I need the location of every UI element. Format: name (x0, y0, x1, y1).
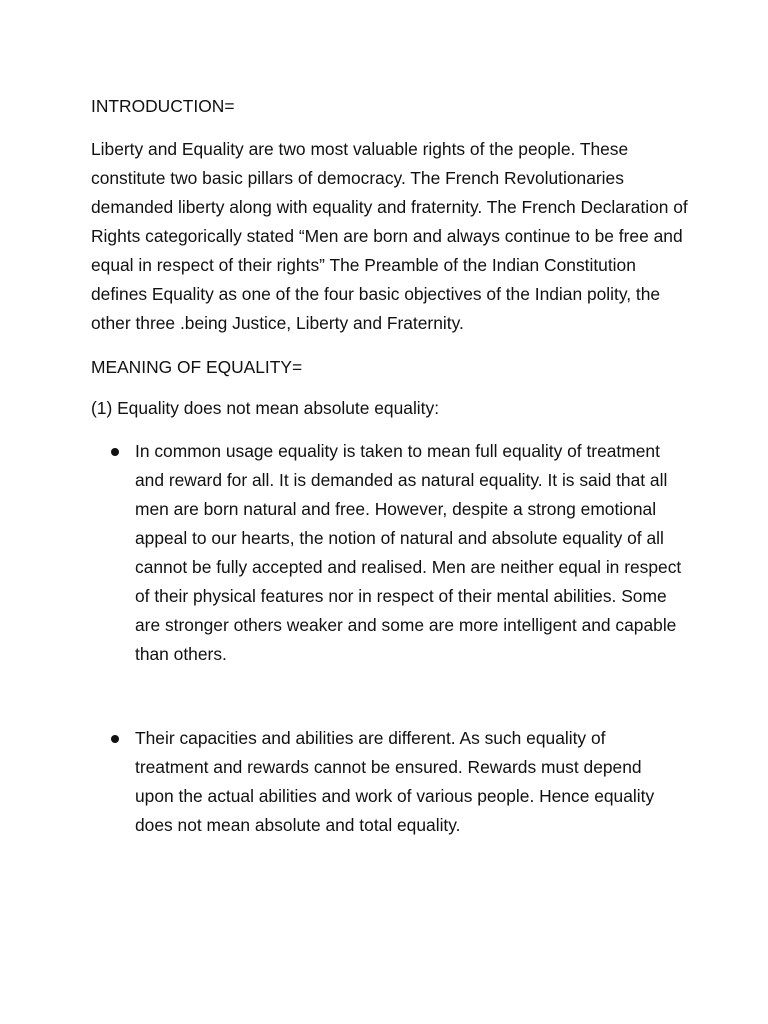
bullet-text: In common usage equality is taken to mean full equality of treatment and reward for all. It is demanded as natural equality. It is said that all men are born natural and free. However, despite a strong emotional appeal to our hearts, the notion of natural and absolute equality of all cannot be fully accepted and realised. Men are neither equal in respect of their physical features nor in respect of their mental abilities. Some are stronger others weaker and some are more intelligent and capable than others. (135, 441, 682, 664)
meaning-heading: MEANING OF EQUALITY= (91, 357, 303, 377)
list-item (91, 724, 683, 840)
bullet-text: Their capacities and abilities are different. As such equality of treatment and rewards cannot be ensured. Rewards must depend upon the actual abilities and work of various people. Hence equality does not mean absolute and total equality. (135, 728, 655, 835)
bullet-icon (111, 448, 119, 456)
intro-heading: INTRODUCTION= (91, 96, 235, 116)
list-item (91, 437, 683, 669)
intro-paragraph: Liberty and Equality are two most valuable rights of the people. These constitute two basic pillars of democracy. The French Revolutionaries demanded liberty along with equality and fraternity. The French Declaration of Rights categorically stated “Men are born and always continue to be free and equal in respect of their rights” The Preamble of the Indian Constitution defines Equality as one of the four basic objectives of the Indian polity, the other three .being Justice, Liberty and Fraternity. (91, 139, 688, 333)
point-heading: (1) Equality does not mean absolute equality: (91, 398, 440, 418)
bullet-list (91, 437, 691, 840)
document-body (91, 94, 691, 840)
bullet-icon (111, 735, 119, 743)
